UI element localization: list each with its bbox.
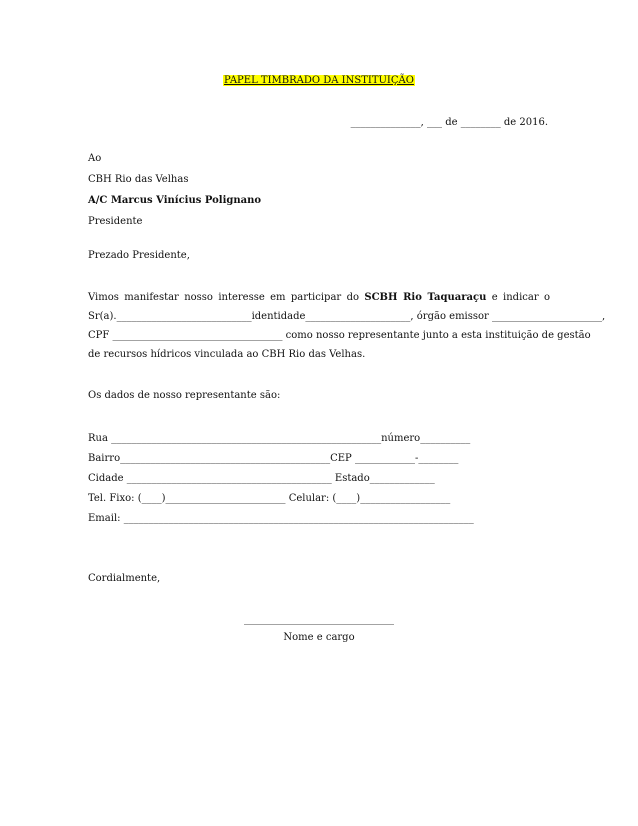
field-telefone: Tel. Fixo: (____)________________________ Celular: (____)__________________ — [88, 493, 451, 504]
recipient-org: CBH Rio das Velhas — [88, 174, 189, 185]
field-bairro: Bairro__________________________________________CEP ____________-________ — [88, 453, 459, 464]
signature-caption: Nome e cargo — [283, 632, 355, 643]
body-paragraph — [88, 288, 606, 364]
recipient-to: Ao — [88, 153, 102, 164]
data-intro: Os dados de nosso representante são: — [88, 390, 281, 401]
date-line: ______________, ___ de ________ de 2016. — [350, 117, 548, 128]
salutation: Prezado Presidente, — [88, 250, 190, 261]
closing: Cordialmente, — [88, 573, 161, 584]
body-line-1: Vimos manifestar nosso interesse em participar do SCBH Rio Taquaraçu e indicar o — [88, 292, 550, 303]
field-cidade: Cidade _________________________________________ Estado_____________ — [88, 473, 435, 484]
field-rua: Rua ______________________________________________________número__________ — [88, 433, 471, 444]
signature-line: ______________________________ — [244, 614, 394, 625]
body-line-4: de recursos hídricos vinculada ao CBH Rio das Velhas. — [88, 349, 366, 360]
recipient-attn: A/C Marcus Vinícius Polignano — [88, 195, 262, 206]
field-email: Email: ______________________________________________________________________ — [88, 513, 474, 524]
page-title: PAPEL TIMBRADO DA INSTITUIÇÃO — [224, 75, 414, 86]
committee-name: SCBH Rio Taquaraçu — [364, 292, 487, 303]
recipient-role: Presidente — [88, 216, 143, 227]
body-line-2: Sr(a).___________________________identidade_____________________, órgão emissor ______________________, — [88, 311, 606, 322]
body-line-3: CPF __________________________________ como nosso representante junto a esta instituição de gestão — [88, 330, 591, 341]
